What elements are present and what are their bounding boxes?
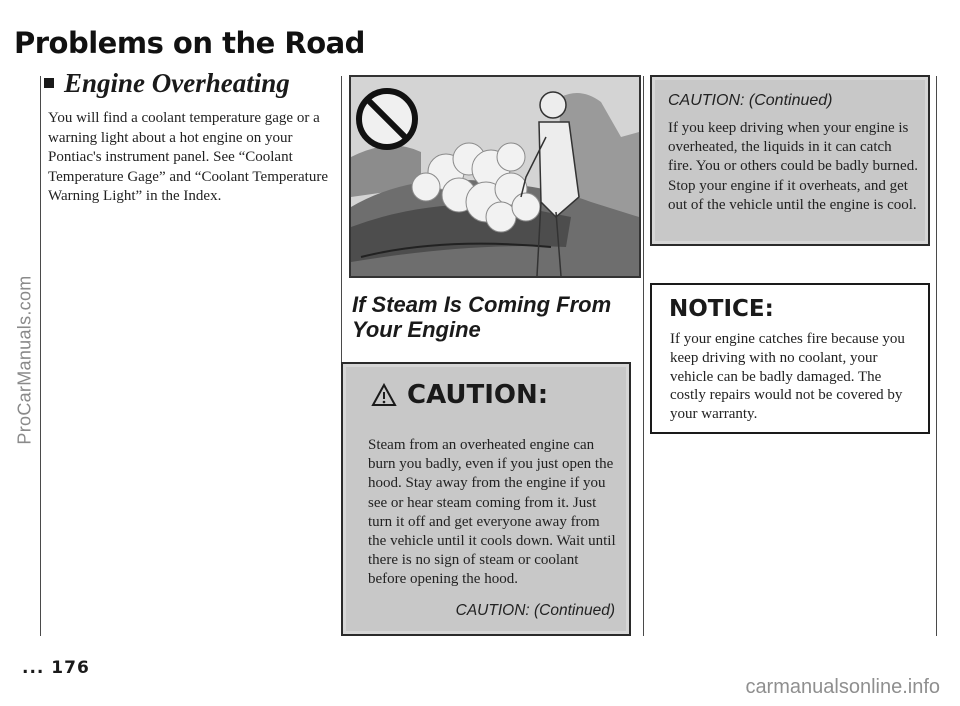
caution-heading: CAUTION: bbox=[371, 380, 548, 410]
section-title: Engine Overheating bbox=[44, 68, 290, 99]
column-divider-outer bbox=[936, 76, 937, 636]
page-header: Problems on the Road bbox=[14, 26, 365, 60]
steam-engine-drawing bbox=[351, 77, 639, 276]
column-divider-left bbox=[40, 76, 41, 636]
no-symbol-icon bbox=[359, 91, 415, 147]
caution-continued-heading: CAUTION: (Continued) bbox=[668, 92, 833, 109]
notice-heading: NOTICE: bbox=[669, 296, 774, 322]
page-number: ... 176 bbox=[22, 658, 90, 678]
caution-continued-label: CAUTION: (Continued) bbox=[455, 602, 615, 619]
side-watermark: ProCarManuals.com bbox=[14, 275, 35, 445]
overheating-illustration bbox=[349, 75, 641, 278]
bottom-watermark: carmanualsonline.info bbox=[745, 676, 940, 698]
notice-text: If your engine catches fire because you keep driving with no coolant, your vehicle can be badly damaged. The costly repairs would not be covered by your warranty. bbox=[670, 331, 905, 423]
caution-box bbox=[341, 362, 631, 636]
notice-box bbox=[650, 283, 930, 434]
steam-subheading: If Steam Is Coming From Your Engine bbox=[352, 292, 612, 342]
caution-continued-text: If you keep driving when your engine is overheated, the liquids in it can catch fire. You or others could be badly burned. Stop your engine if it overheats, and get out of the vehicle until the engine is cool. bbox=[668, 120, 918, 213]
caution-text: Steam from an overheated engine can burn you badly, even if you just open the hood. Stay away from the engine if you see or hear steam coming from it. Just turn it off and get everyone away from the vehicle until it cools down. Wait until there is no sign of steam or coolant before opening the hood. bbox=[368, 437, 616, 588]
intro-paragraph: You will find a coolant temperature gage or a warning light about a hot engine on your Pontiac's instrument panel. See “Coolant Temperature Gage” and “Coolant Temperature Warning Light” in the Index. bbox=[48, 110, 328, 204]
caution-continued-box bbox=[650, 75, 930, 246]
warning-triangle-icon bbox=[371, 383, 397, 407]
bullet-square-icon bbox=[44, 78, 54, 88]
column-divider-right bbox=[643, 76, 644, 636]
